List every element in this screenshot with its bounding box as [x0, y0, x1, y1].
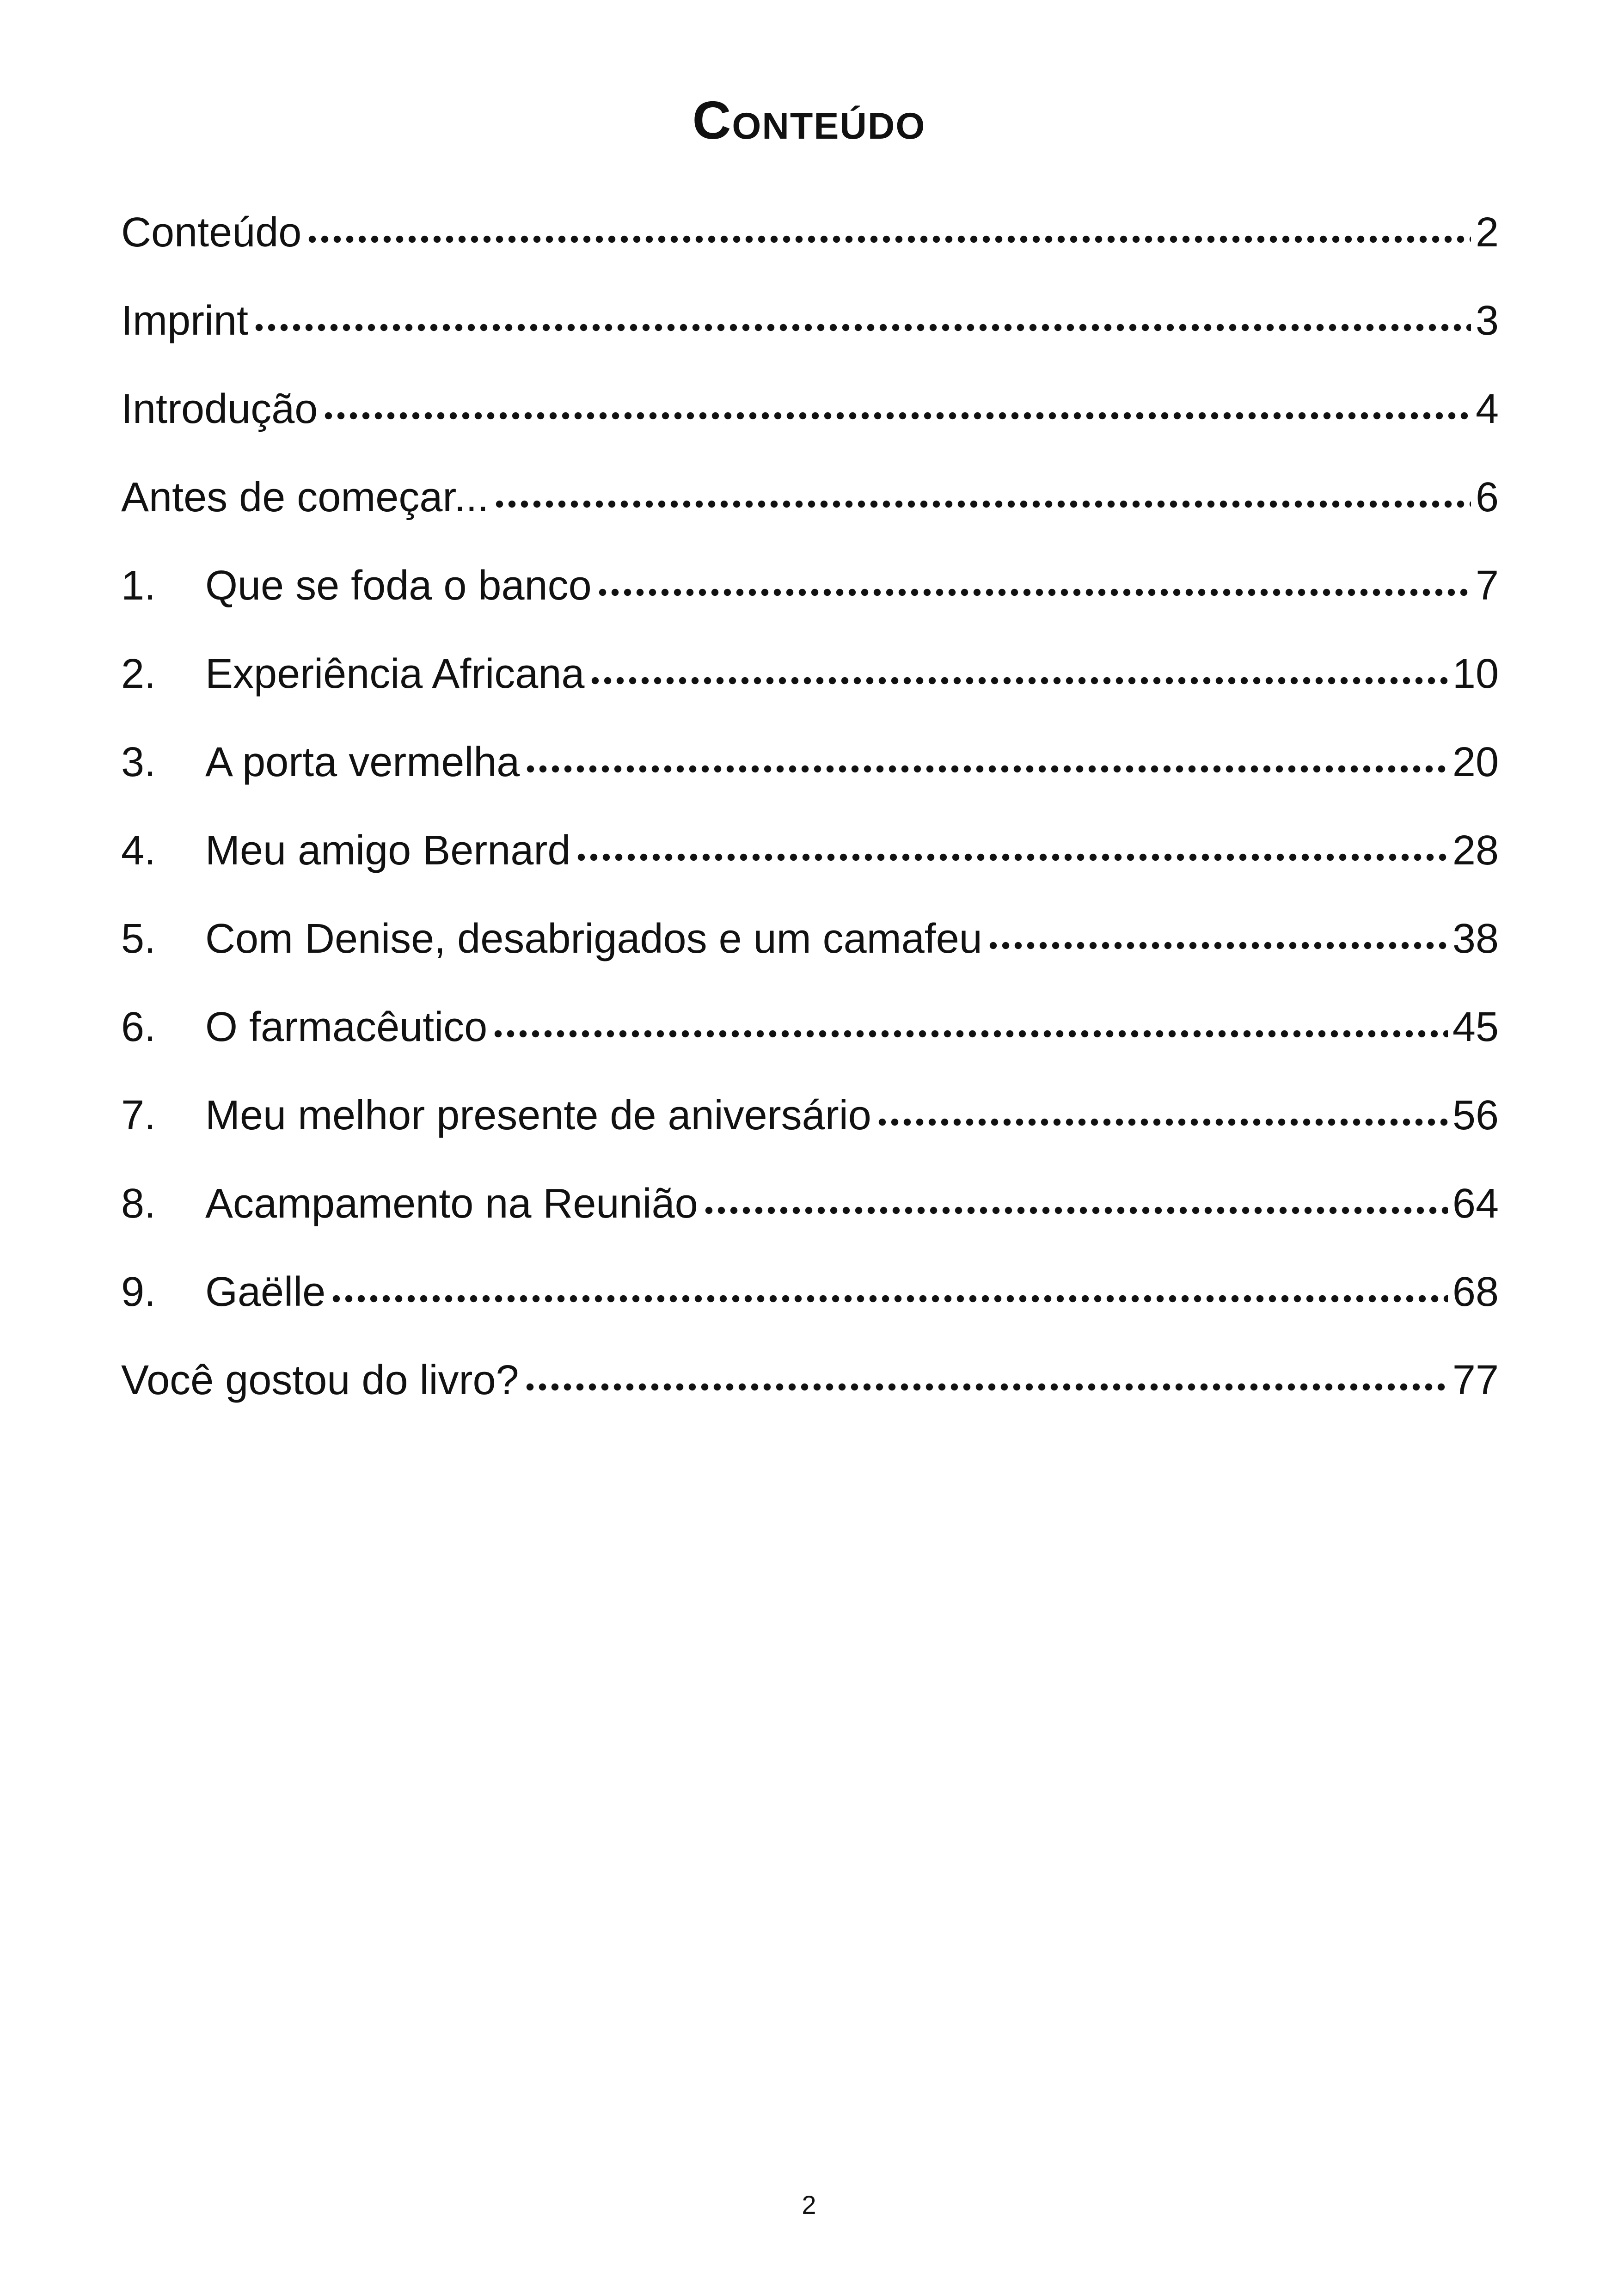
toc-dot-leader — [703, 1170, 1448, 1220]
toc-entry-page: 20 — [1452, 739, 1499, 785]
toc-dot-leader — [876, 1082, 1448, 1132]
toc-entry-number: 6. — [121, 1004, 156, 1050]
toc-entry-label: Gaëlle — [205, 1269, 326, 1315]
toc-entry-number: 3. — [121, 739, 156, 785]
toc-entry-page: 56 — [1452, 1092, 1499, 1139]
table-of-contents — [121, 196, 1499, 1433]
toc-entry-conteudo[interactable] — [121, 196, 1499, 285]
toc-entry-label: Conteúdo — [121, 209, 302, 256]
toc-dot-leader — [330, 1258, 1448, 1308]
toc-entry-chapter-2[interactable] — [121, 638, 1499, 726]
toc-dot-leader — [596, 552, 1471, 602]
toc-entry-label: Que se foda o banco — [205, 563, 592, 609]
toc-entry-chapter-1[interactable] — [121, 550, 1499, 638]
toc-entry-page: 38 — [1452, 916, 1499, 962]
toc-entry-number: 8. — [121, 1181, 156, 1227]
toc-entry-number: 2. — [121, 651, 156, 697]
page-number: 2 — [802, 2190, 816, 2219]
toc-entry-voce-gostou[interactable] — [121, 1344, 1499, 1433]
toc-entry-label: A porta vermelha — [205, 739, 520, 785]
toc-entry-imprint[interactable] — [121, 285, 1499, 373]
toc-dot-leader — [987, 905, 1448, 955]
toc-entry-page: 2 — [1475, 209, 1499, 256]
toc-entry-page: 64 — [1452, 1181, 1499, 1227]
toc-dot-leader — [322, 375, 1471, 425]
toc-entry-label: Introdução — [121, 386, 318, 432]
toc-entry-chapter-4[interactable] — [121, 814, 1499, 903]
toc-entry-page: 4 — [1475, 386, 1499, 432]
toc-entry-page: 10 — [1452, 651, 1499, 697]
toc-entry-page: 6 — [1475, 474, 1499, 520]
toc-dot-leader — [575, 817, 1447, 867]
toc-entry-label: Você gostou do livro? — [121, 1357, 519, 1403]
toc-entry-label: Imprint — [121, 298, 249, 344]
toc-entry-number: 4. — [121, 827, 156, 874]
toc-entry-chapter-6[interactable] — [121, 991, 1499, 1079]
toc-entry-label: Com Denise, desabrigados e um camafeu — [205, 916, 982, 962]
toc-entry-chapter-9[interactable] — [121, 1256, 1499, 1344]
toc-dot-leader — [253, 287, 1471, 337]
toc-entry-number: 7. — [121, 1092, 156, 1139]
toc-dot-leader — [492, 993, 1448, 1043]
toc-entry-chapter-8[interactable] — [121, 1168, 1499, 1256]
page-title: Conteúdo — [692, 90, 926, 150]
toc-entry-page: 7 — [1475, 563, 1499, 609]
toc-entry-label: Antes de começar... — [121, 474, 489, 520]
toc-entry-page: 28 — [1452, 827, 1499, 874]
toc-entry-chapter-7[interactable] — [121, 1079, 1499, 1168]
toc-entry-number: 9. — [121, 1269, 156, 1315]
toc-entry-number: 5. — [121, 916, 156, 962]
toc-entry-label: O farmacêutico — [205, 1004, 488, 1050]
toc-dot-leader — [306, 199, 1471, 249]
toc-entry-label: Experiência Africana — [205, 651, 585, 697]
toc-dot-leader — [493, 464, 1471, 514]
toc-dot-leader — [589, 640, 1447, 690]
toc-entry-number: 1. — [121, 563, 156, 609]
toc-entry-label: Meu melhor presente de aniversário — [205, 1092, 871, 1139]
toc-entry-page: 68 — [1452, 1269, 1499, 1315]
toc-entry-page: 3 — [1475, 298, 1499, 344]
toc-dot-leader — [524, 729, 1448, 778]
toc-entry-chapter-3[interactable] — [121, 726, 1499, 814]
toc-entry-page: 77 — [1452, 1357, 1499, 1403]
toc-entry-label: Acampamento na Reunião — [205, 1181, 698, 1227]
toc-dot-leader — [524, 1347, 1448, 1396]
toc-entry-page: 45 — [1452, 1004, 1499, 1050]
toc-entry-chapter-5[interactable] — [121, 903, 1499, 991]
toc-entry-antes-de-comecar[interactable] — [121, 461, 1499, 550]
toc-entry-label: Meu amigo Bernard — [205, 827, 571, 874]
toc-entry-introducao[interactable] — [121, 373, 1499, 461]
